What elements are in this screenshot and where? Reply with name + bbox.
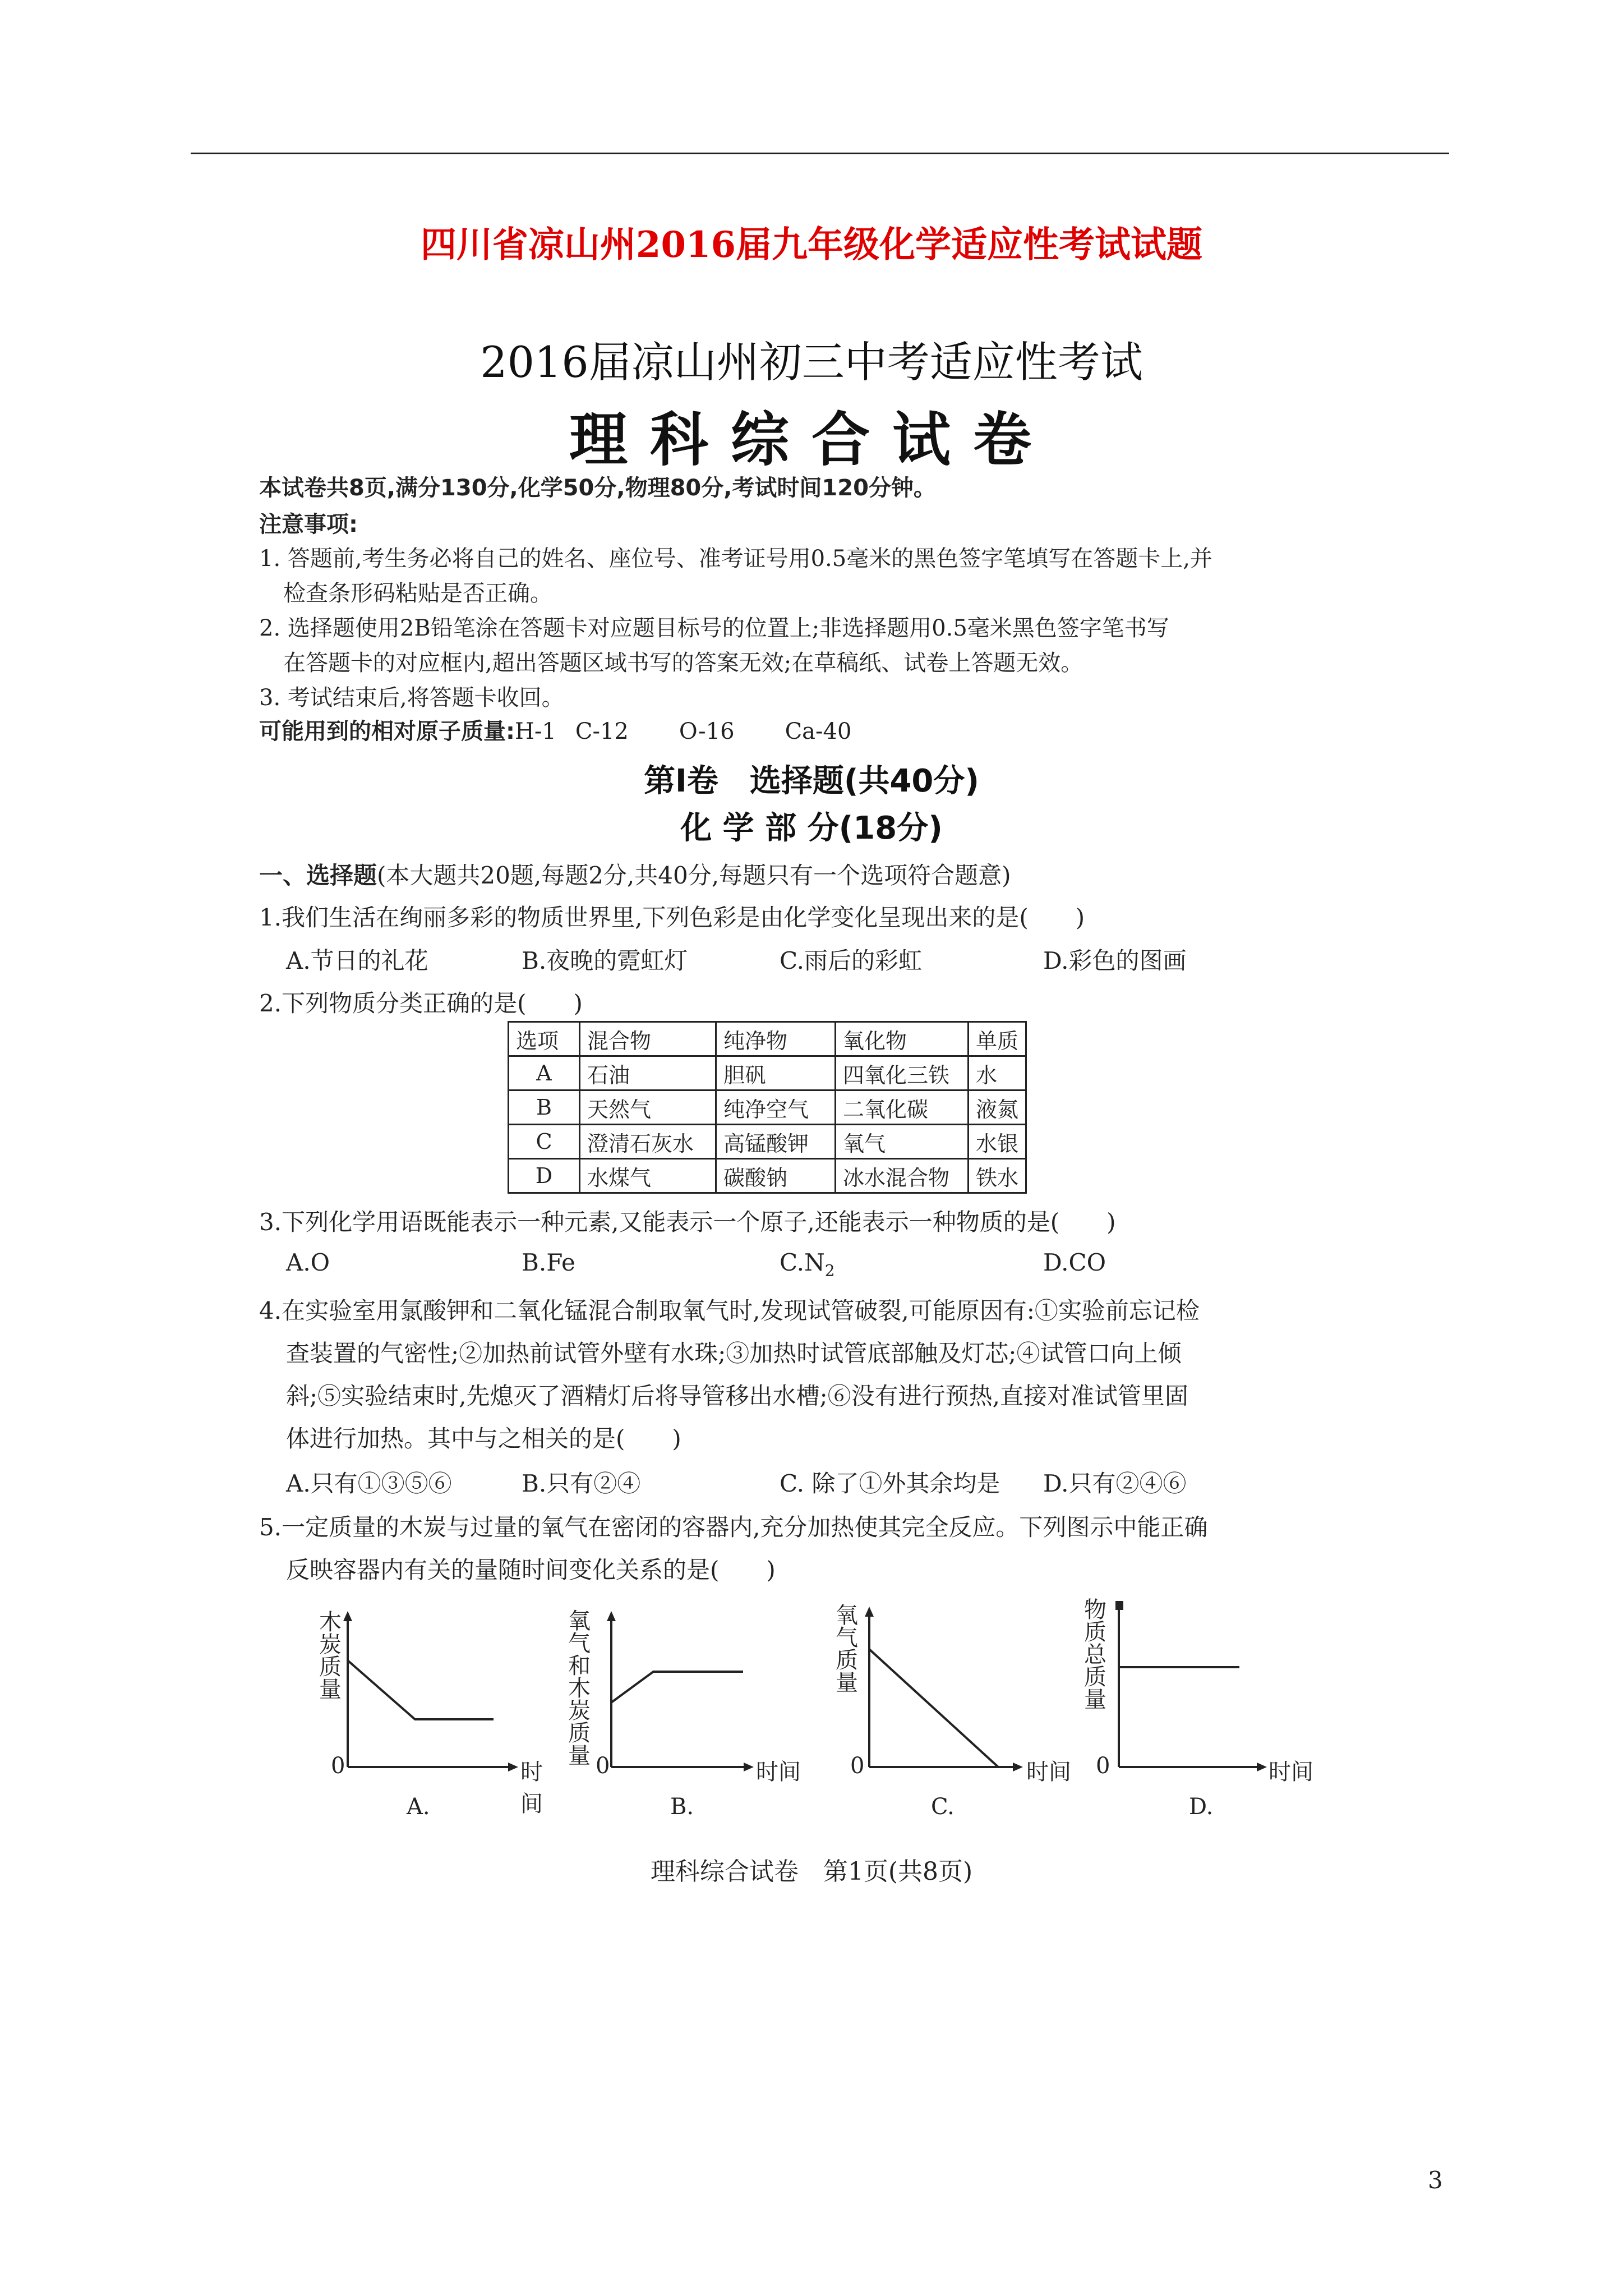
graph-d-y-label: 物 质 总 质 量 xyxy=(1084,1597,1106,1713)
table-cell: A xyxy=(509,1056,580,1091)
table-cell: 碳酸钠 xyxy=(716,1159,836,1193)
question-4-option-a[interactable]: A.只有①③⑤⑥ xyxy=(286,1470,452,1497)
graph-d-origin: 0 xyxy=(1096,1753,1110,1779)
question-2-stem: 2.下列物质分类正确的是( ) xyxy=(259,990,583,1017)
graph-c[interactable] xyxy=(830,1603,1088,1785)
section-heading xyxy=(259,857,1011,891)
graph-c-x-label: 时间 xyxy=(1026,1759,1071,1785)
note-line-4: 在答题卡的对应框内,超出答题区域书写的答案无效;在草稿纸、试卷上答题无效。 xyxy=(283,650,1083,676)
question-4-line-3: 斜;⑤实验结束时,先熄灭了酒精灯后将导管移出水槽;⑥没有进行预热,直接对准试管里固 xyxy=(286,1382,1189,1410)
question-4-option-c[interactable]: C. 除了①外其余均是 xyxy=(780,1470,1000,1497)
graph-c-caption: C. xyxy=(931,1794,955,1820)
table-cell: 四氧化三铁 xyxy=(836,1056,969,1091)
table-cell: 石油 xyxy=(580,1056,716,1091)
question-1-option-a[interactable]: A.节日的礼花 xyxy=(286,947,428,974)
graph-c-origin: 0 xyxy=(850,1753,865,1779)
exam-subtitle: 理科综合试卷 xyxy=(569,405,1054,474)
table-cell: 天然气 xyxy=(580,1091,716,1125)
question-3-option-c-text: C.N xyxy=(780,1249,825,1276)
graph-a[interactable] xyxy=(303,1609,550,1817)
table-cell: 水煤气 xyxy=(580,1159,716,1193)
table-cell: 胆矾 xyxy=(716,1056,836,1091)
chemistry-section-title: 化 学 部 分(18分) xyxy=(680,810,943,846)
graph-b-y-label: 氧 气 和 木 炭 质 量 xyxy=(568,1608,591,1769)
top-rule xyxy=(191,153,1449,154)
table-cell: B xyxy=(509,1091,580,1125)
table-row xyxy=(509,1159,1026,1193)
note-line-3: 2. 选择题使用2B铅笔涂在答题卡对应题目标号的位置上;非选择题用0.5毫米黑色签字笔书写 xyxy=(259,615,1169,641)
note-line-2: 检查条形码粘贴是否正确。 xyxy=(283,581,552,606)
note-line-5: 3. 考试结束后,将答题卡收回。 xyxy=(259,685,564,711)
question-4-line-2: 查装置的气密性;②加热前试管外壁有水珠;③加热时试管底部触及灯芯;④试管口向上倾 xyxy=(286,1340,1182,1367)
table-cell: 铁水 xyxy=(969,1159,1026,1193)
question-1-option-b[interactable]: B.夜晚的霓虹灯 xyxy=(522,947,688,974)
atomic-mass-ca: Ca-40 xyxy=(785,719,852,744)
question-4-line-1: 4.在实验室用氯酸钾和二氧化锰混合制取氧气时,发现试管破裂,可能原因有:①实验前忘记检 xyxy=(259,1297,1200,1324)
question-4-line-4: 体进行加热。其中与之相关的是( ) xyxy=(286,1425,681,1452)
atomic-mass-c: C-12 xyxy=(575,719,629,744)
classification-table xyxy=(508,1021,1027,1194)
table-header-cell: 单质 xyxy=(969,1022,1026,1056)
table-cell: 液氮 xyxy=(969,1091,1026,1125)
table-row xyxy=(509,1056,1026,1091)
question-3-stem: 3.下列化学用语既能表示一种元素,又能表示一个原子,还能表示一种物质的是( ) xyxy=(259,1208,1116,1236)
atomic-masses-label: 可能用到的相对原子质量: xyxy=(259,719,515,744)
page-footer: 理科综合试卷 第1页(共8页) xyxy=(650,1857,973,1886)
table-header-cell: 纯净物 xyxy=(716,1022,836,1056)
table-cell: 高锰酸钾 xyxy=(716,1125,836,1159)
graph-d-caption: D. xyxy=(1189,1794,1214,1820)
table-row xyxy=(509,1091,1026,1125)
table-cell: C xyxy=(509,1125,580,1159)
question-5-line-1: 5.一定质量的木炭与过量的氧气在密闭的容器内,充分加热使其完全反应。下列图示中能正确 xyxy=(259,1513,1208,1541)
table-row xyxy=(509,1125,1026,1159)
graph-d[interactable] xyxy=(1071,1597,1318,1785)
table-cell: 水银 xyxy=(969,1125,1026,1159)
question-3-option-d[interactable]: D.CO xyxy=(1043,1249,1106,1276)
notes-heading: 注意事项: xyxy=(259,512,358,537)
table-header-row xyxy=(509,1022,1026,1056)
table-cell: D xyxy=(509,1159,580,1193)
graph-a-caption: A. xyxy=(407,1794,430,1820)
graph-b-caption: B. xyxy=(670,1794,694,1820)
page-number: 3 xyxy=(1428,2166,1443,2194)
question-4-option-d[interactable]: D.只有②④⑥ xyxy=(1043,1470,1187,1497)
question-3-option-c[interactable] xyxy=(780,1249,835,1280)
table-cell: 冰水混合物 xyxy=(836,1159,969,1193)
graph-d-x-label: 时间 xyxy=(1269,1759,1313,1785)
question-3-option-b[interactable]: B.Fe xyxy=(522,1249,575,1276)
table-cell: 二氧化碳 xyxy=(836,1091,969,1125)
graph-a-origin: 0 xyxy=(331,1753,345,1779)
table-header-cell: 混合物 xyxy=(580,1022,716,1056)
graph-a-y-label: 木 炭 质 量 xyxy=(319,1609,342,1703)
part-title: 第Ⅰ卷 选择题(共40分) xyxy=(644,763,979,799)
question-5-line-2: 反映容器内有关的量随时间变化关系的是( ) xyxy=(286,1556,776,1584)
question-3-option-a[interactable]: A.O xyxy=(286,1249,330,1276)
question-1-stem: 1.我们生活在绚丽多彩的物质世界里,下列色彩是由化学变化呈现出来的是( ) xyxy=(259,904,1085,931)
table-header-cell: 选项 xyxy=(509,1022,580,1056)
section-heading-label: 一、选择题 xyxy=(259,862,377,889)
graph-a-x-label: 时间 xyxy=(520,1759,543,1817)
question-3-option-c-subscript: 2 xyxy=(824,1261,835,1280)
atomic-mass-o: O-16 xyxy=(679,719,735,744)
note-line-1: 1. 答题前,考生务必将自己的姓名、座位号、准考证号用0.5毫米的黑色签字笔填写在答题卡上,并 xyxy=(259,546,1212,572)
table-cell: 澄清石灰水 xyxy=(580,1125,716,1159)
question-1-option-d[interactable]: D.彩色的图画 xyxy=(1043,947,1187,974)
graph-b-x-label: 时间 xyxy=(756,1759,801,1785)
question-4-option-b[interactable]: B.只有②④ xyxy=(522,1470,641,1497)
document-red-title: 四川省凉山州2016届九年级化学适应性考试试题 xyxy=(420,224,1203,266)
question-1-option-c[interactable]: C.雨后的彩虹 xyxy=(780,947,922,974)
atomic-masses-line xyxy=(259,714,851,746)
graph-b[interactable] xyxy=(555,1608,813,1785)
graph-c-y-label: 氧 气 质 量 xyxy=(836,1603,858,1696)
graph-b-origin: 0 xyxy=(596,1753,610,1779)
table-cell: 水 xyxy=(969,1056,1026,1091)
exam-summary: 本试卷共8页,满分130分,化学50分,物理80分,考试时间120分钟。 xyxy=(259,475,936,501)
exam-title: 2016届凉山州初三中考适应性考试 xyxy=(480,337,1143,387)
table-header-cell: 氧化物 xyxy=(836,1022,969,1056)
table-cell: 氧气 xyxy=(836,1125,969,1159)
table-cell: 纯净空气 xyxy=(716,1091,836,1125)
section-heading-note: (本大题共20题,每题2分,共40分,每题只有一个选项符合题意) xyxy=(377,862,1011,889)
atomic-mass-h: H-1 xyxy=(515,719,556,744)
